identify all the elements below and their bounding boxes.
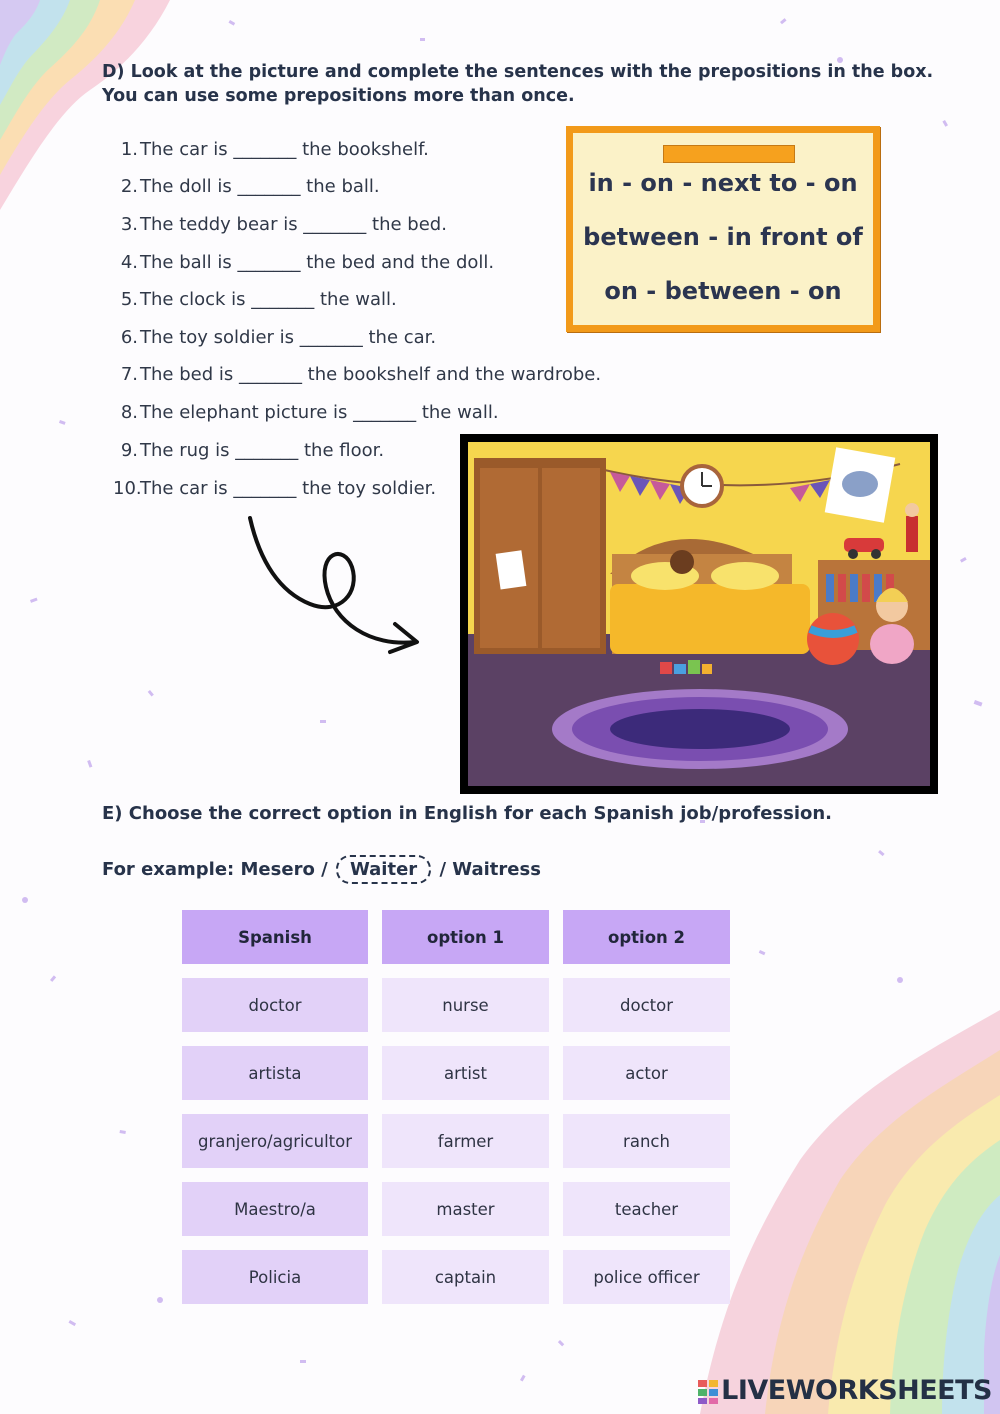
- header-option-2: option 2: [563, 910, 730, 964]
- preposition-word-box: [566, 126, 880, 332]
- question-number: 3.: [120, 214, 138, 235]
- row-1-option-2[interactable]: doctor: [563, 978, 730, 1032]
- row-4-option-2[interactable]: teacher: [563, 1182, 730, 1236]
- instruction-d: [102, 60, 962, 108]
- question-text[interactable]: The bed is _______ the bookshelf and the wardrobe.: [140, 364, 602, 385]
- question-5: [113, 289, 397, 310]
- row-2-option-1[interactable]: artist: [382, 1046, 549, 1100]
- bedroom-scene-image: [460, 434, 938, 794]
- question-number: 2.: [120, 176, 138, 197]
- question-number: 5.: [120, 289, 138, 310]
- row-5-spanish: Policia: [182, 1250, 368, 1304]
- question-number: 6.: [120, 327, 138, 348]
- question-10: [113, 478, 436, 499]
- question-4: [113, 252, 494, 273]
- instruction-e: E) Choose the correct option in English for each Spanish job/profession.: [102, 803, 833, 824]
- row-5-option-1[interactable]: captain: [382, 1250, 549, 1304]
- question-number: 8.: [120, 402, 138, 423]
- question-text[interactable]: The doll is _______ the ball.: [140, 176, 380, 197]
- word-box-line-1: in - on - next to - on: [588, 169, 858, 197]
- question-8: [113, 402, 499, 423]
- row-1-option-1[interactable]: nurse: [382, 978, 549, 1032]
- curly-arrow-icon: [240, 512, 430, 662]
- question-3: [113, 214, 447, 235]
- question-text[interactable]: The ball is _______ the bed and the doll.: [140, 252, 495, 273]
- question-9: [113, 440, 384, 461]
- example-line: [102, 855, 541, 884]
- header-option-1: option 1: [382, 910, 549, 964]
- row-4-option-1[interactable]: master: [382, 1182, 549, 1236]
- row-3-option-2[interactable]: ranch: [563, 1114, 730, 1168]
- row-2-option-2[interactable]: actor: [563, 1046, 730, 1100]
- question-text[interactable]: The teddy bear is _______ the bed.: [140, 214, 447, 235]
- header-spanish: Spanish: [182, 910, 368, 964]
- question-text[interactable]: The toy soldier is _______ the car.: [140, 327, 437, 348]
- question-2: [113, 176, 380, 197]
- question-text[interactable]: The elephant picture is _______ the wall.: [140, 402, 499, 423]
- question-text[interactable]: The car is _______ the toy soldier.: [140, 478, 437, 499]
- jobs-table: [182, 910, 730, 1306]
- question-6: [113, 327, 436, 348]
- example-prefix: For example: Mesero /: [102, 859, 328, 880]
- question-number: 10.: [113, 478, 142, 499]
- liveworksheets-logo-icon: [697, 1379, 719, 1405]
- question-number: 9.: [120, 440, 138, 461]
- row-2-spanish: artista: [182, 1046, 368, 1100]
- row-1-spanish: doctor: [182, 978, 368, 1032]
- question-1: [113, 139, 429, 160]
- tape-decoration: [663, 145, 795, 163]
- row-4-spanish: Maestro/a: [182, 1182, 368, 1236]
- question-7: [113, 364, 601, 385]
- word-box-line-3: on - between - on: [604, 277, 842, 305]
- question-text[interactable]: The car is _______ the bookshelf.: [140, 139, 429, 160]
- row-3-option-1[interactable]: farmer: [382, 1114, 549, 1168]
- question-text[interactable]: The rug is _______ the floor.: [140, 440, 385, 461]
- question-text[interactable]: The clock is _______ the wall.: [140, 289, 397, 310]
- question-number: 4.: [120, 252, 138, 273]
- liveworksheets-logo: [697, 1375, 992, 1406]
- question-number: 7.: [120, 364, 138, 385]
- example-suffix: / Waitress: [439, 859, 541, 880]
- instruction-d-line2: You can use some prepositions more than once.: [102, 86, 575, 106]
- word-box-line-2: between - in front of: [583, 223, 863, 251]
- example-answer-circled: Waiter: [336, 855, 431, 884]
- instruction-d-line1: D) Look at the picture and complete the sentences with the prepositions in the box.: [102, 62, 934, 82]
- logo-text: LIVEWORKSHEETS: [721, 1375, 992, 1406]
- question-number: 1.: [120, 139, 138, 160]
- row-5-option-2[interactable]: police officer: [563, 1250, 730, 1304]
- row-3-spanish: granjero/agricultor: [182, 1114, 368, 1168]
